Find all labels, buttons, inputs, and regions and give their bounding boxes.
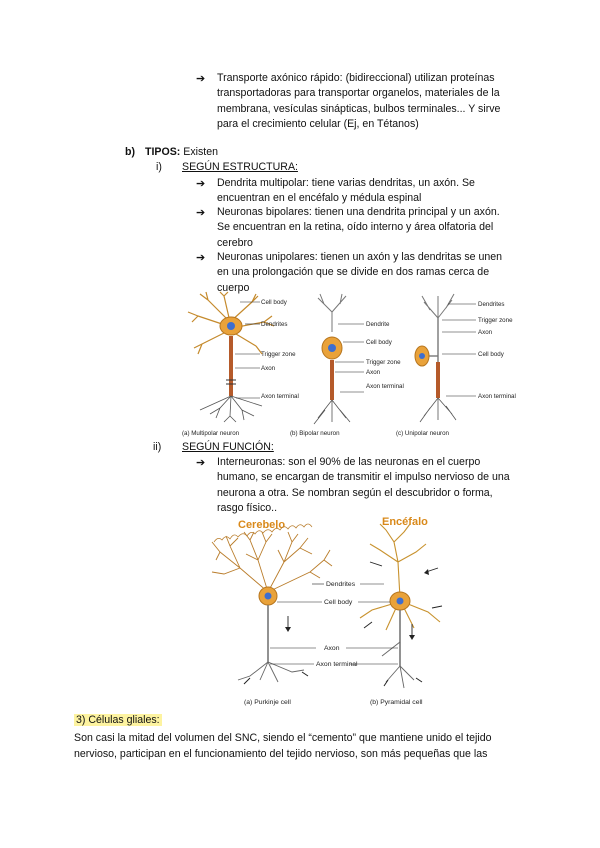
tipos-heading: b) TIPOS: Existen — [125, 146, 219, 158]
title-encefalo: Encéfalo — [382, 516, 428, 528]
unipolar-axon — [436, 362, 440, 398]
label-axon-c: Axon — [478, 329, 493, 336]
caption-unipolar: (c) Unipolar neuron — [396, 430, 449, 437]
label-axon-terminal-b: Axon terminal — [366, 383, 404, 390]
multipolar-axon — [229, 336, 233, 396]
glial-heading: 3) Células gliales: — [76, 714, 160, 726]
funcion-numeral: ii) — [153, 441, 162, 453]
label-dendrites-c: Dendrites — [478, 301, 505, 308]
glial-paragraph: Son casi la mitad del volumen del SNC, siendo el “cemento” que mantiene unido el tejido nervioso, participan en el funcionamiento del tejido nervioso, son más pequeñas que las — [74, 732, 492, 760]
estructura-numeral: i) — [156, 161, 162, 173]
arrow-bullet-icon: ➔ — [196, 73, 206, 85]
unipolar-terminals — [420, 398, 456, 422]
label-trigger-zone-c: Trigger zone — [478, 317, 513, 324]
label-cell-body-a: Cell body — [261, 299, 287, 306]
label-dendrite-b: Dendrite — [366, 321, 390, 328]
multipolar-nucleus — [227, 322, 235, 330]
neuron-function-figure — [200, 512, 480, 710]
caption-multipolar: (a) Multipolar neuron — [182, 430, 240, 437]
caption-purkinje: (a) Purkinje cell — [244, 699, 291, 706]
funcion-heading: SEGÚN FUNCIÓN: — [182, 441, 274, 453]
multipolar-terminals — [200, 396, 262, 422]
arrow-bullet-icon: ➔ — [196, 178, 206, 190]
label-dendrites-fn: Dendrites — [326, 581, 356, 588]
arrow-bullet-icon: ➔ — [196, 457, 206, 469]
unipolar-dendrites — [422, 294, 454, 318]
label-cell-body-fn: Cell body — [324, 599, 353, 606]
label-axon-terminal-a: Axon terminal — [261, 393, 299, 400]
bipolar-axon — [330, 360, 334, 400]
bipolar-nucleus — [328, 344, 336, 352]
bullet-unipolar: Neuronas unipolares: tienen un axón y las dendritas se unen en una prolongación que se divide en dos ramas cerca de cuerpo — [217, 251, 503, 294]
label-cell-body-c: Cell body — [478, 351, 504, 358]
purkinje-nucleus — [265, 593, 272, 600]
label-axon-fn: Axon — [324, 645, 340, 652]
label-cell-body-b: Cell body — [366, 339, 392, 346]
label-axon-b: Axon — [366, 369, 381, 376]
unipolar-nucleus — [419, 353, 425, 359]
neuron-structure-figure — [180, 292, 516, 440]
bullet-interneuronas: Interneuronas: son el 90% de las neuronas en el cuerpo humano, se encargan de transmitir el impulso nervioso de una neurona a otra. Se nombran según el descubridor o forma, rasgo físico.. — [217, 456, 510, 515]
estructura-heading: SEGÚN ESTRUCTURA: — [182, 161, 298, 173]
pyramidal-nucleus — [397, 598, 404, 605]
label-axon-a: Axon — [261, 365, 276, 372]
arrow-bullet-icon: ➔ — [196, 252, 206, 264]
bipolar-dendrite — [318, 294, 346, 332]
bipolar-terminals — [314, 400, 350, 424]
label-axon-terminal-c: Axon terminal — [478, 393, 516, 400]
label-axon-terminal-fn: Axon terminal — [316, 661, 358, 668]
transport-text: Transporte axónico rápido: (bidireccional) utilizan proteínas transportadoras para transportar organelos, materiales de la membrana, vesículas sinápticas, bulbos terminales... Y sirve para el crecimiento celular (Ej, en Tétanos) — [217, 72, 501, 131]
title-cerebelo: Cerebelo — [238, 519, 286, 531]
label-trigger-zone-a: Trigger zone — [261, 351, 296, 358]
arrow-bullet-icon: ➔ — [196, 207, 206, 219]
purkinje-dendritic-tree — [212, 524, 332, 592]
bullet-multipolar: Dendrita multipolar: tiene varias dendritas, un axón. Se encuentran en el encéfalo y médula espinal — [217, 177, 475, 205]
caption-bipolar: (b) Bipolar neuron — [290, 430, 340, 437]
label-trigger-zone-b: Trigger zone — [366, 359, 401, 366]
purkinje-terminals — [238, 662, 304, 682]
caption-pyramidal: (b) Pyramidal cell — [370, 699, 423, 706]
bullet-bipolar: Neuronas bipolares: tienen una dendrita principal y un axón. Se encuentran en la retina, oído interno y área olfatoria del cerebro — [217, 206, 500, 249]
label-dendrites-a: Dendrites — [261, 321, 288, 328]
